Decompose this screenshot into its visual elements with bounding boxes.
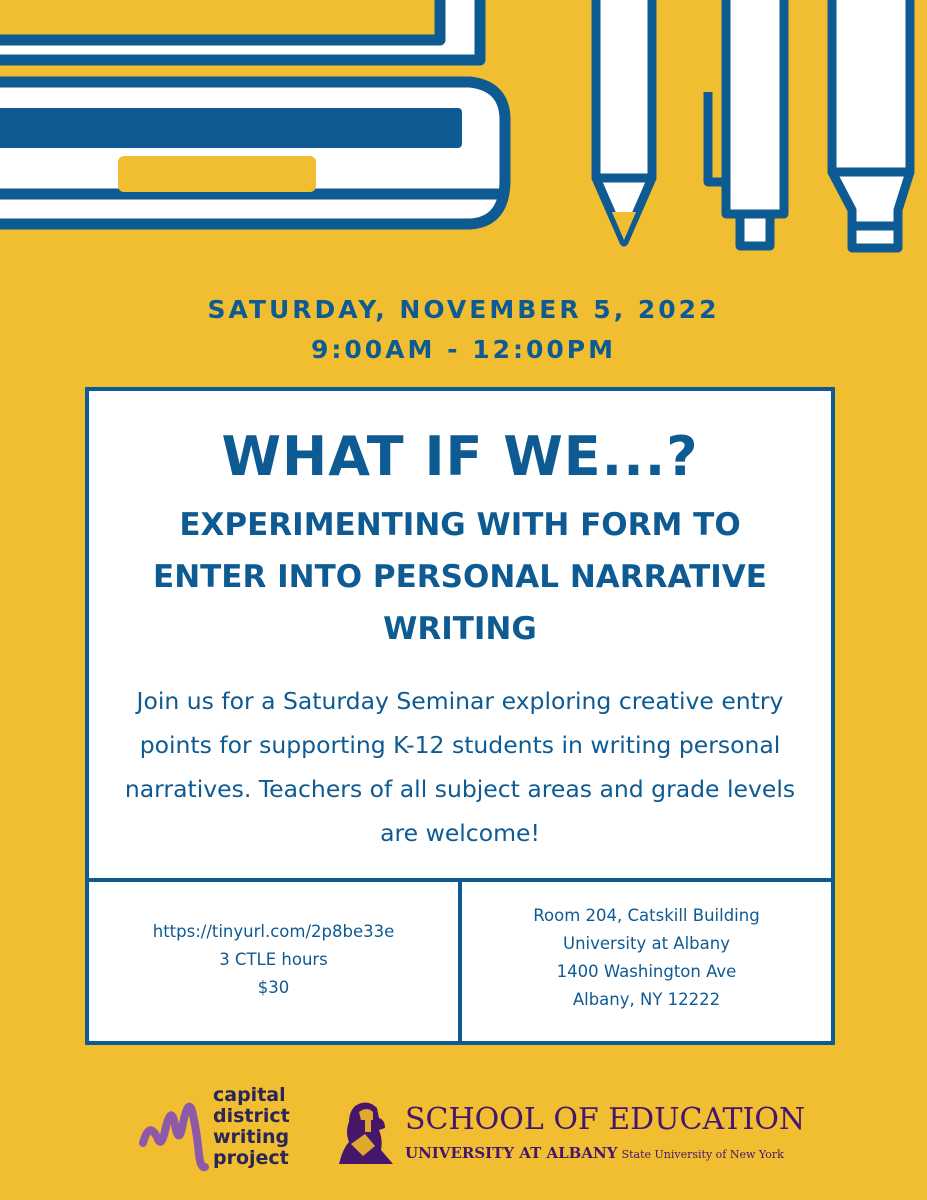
pen-icon bbox=[708, 0, 784, 246]
registration-details-card bbox=[85, 878, 462, 1045]
cdwp-line-1: capital bbox=[213, 1084, 286, 1106]
event-title: WHAT IF WE...? bbox=[221, 425, 699, 488]
location-room: Room 204, Catskill Building bbox=[533, 906, 760, 925]
registration-link[interactable]: https://tinyurl.com/2p8be33e bbox=[152, 922, 395, 941]
location-card bbox=[458, 878, 835, 1045]
cdwp-logo bbox=[135, 1085, 315, 1175]
book-blue-stripe bbox=[0, 108, 462, 148]
book-yellow-label bbox=[118, 156, 316, 192]
main-info-card bbox=[85, 387, 835, 882]
soe-university: UNIVERSITY AT ALBANY bbox=[405, 1144, 618, 1162]
cdwp-line-3: writing bbox=[213, 1126, 290, 1148]
event-date-time bbox=[0, 290, 927, 370]
location-institution: University at Albany bbox=[563, 934, 730, 953]
cdwp-wordmark bbox=[213, 1085, 290, 1169]
school-supplies-illustration bbox=[0, 0, 927, 262]
event-date: SATURDAY, NOVEMBER 5, 2022 bbox=[207, 295, 720, 324]
location-city: Albany, NY 12222 bbox=[572, 990, 721, 1009]
soe-subtitle bbox=[405, 1144, 784, 1162]
top-book-shape bbox=[0, 0, 480, 60]
location-street: 1400 Washington Ave bbox=[556, 962, 737, 981]
cdwp-squiggle-icon bbox=[135, 1085, 213, 1175]
pencil-icon bbox=[596, 0, 652, 242]
event-cost: $30 bbox=[257, 978, 290, 997]
marker-icon bbox=[832, 0, 910, 248]
event-time: 9:00AM - 12:00PM bbox=[311, 335, 616, 364]
pen-tip-shape bbox=[740, 214, 770, 246]
marker-tip-shape bbox=[832, 172, 910, 248]
school-of-education-logo bbox=[335, 1098, 805, 1173]
pencil-body-shape bbox=[596, 0, 652, 178]
cdwp-line-2: district bbox=[213, 1105, 290, 1127]
pen-body-shape bbox=[726, 0, 784, 214]
ctle-hours: 3 CTLE hours bbox=[219, 950, 328, 969]
soe-title: SCHOOL OF EDUCATION bbox=[405, 1102, 806, 1137]
event-description: Join us for a Saturday Seminar exploring creative entry points for supporting K-12 students in writing personal narratives. Teachers of all subject areas and grade levels are welcome! bbox=[124, 687, 796, 847]
soe-system: State University of New York bbox=[621, 1148, 784, 1161]
event-subtitle: EXPERIMENTING WITH FORM TO ENTER INTO PERSONAL NARRATIVE WRITING bbox=[153, 507, 767, 647]
marker-body-shape bbox=[832, 0, 910, 172]
bottom-book-shape bbox=[0, 82, 505, 224]
minerva-seal-icon bbox=[335, 1098, 397, 1170]
cdwp-line-4: project bbox=[213, 1147, 289, 1169]
